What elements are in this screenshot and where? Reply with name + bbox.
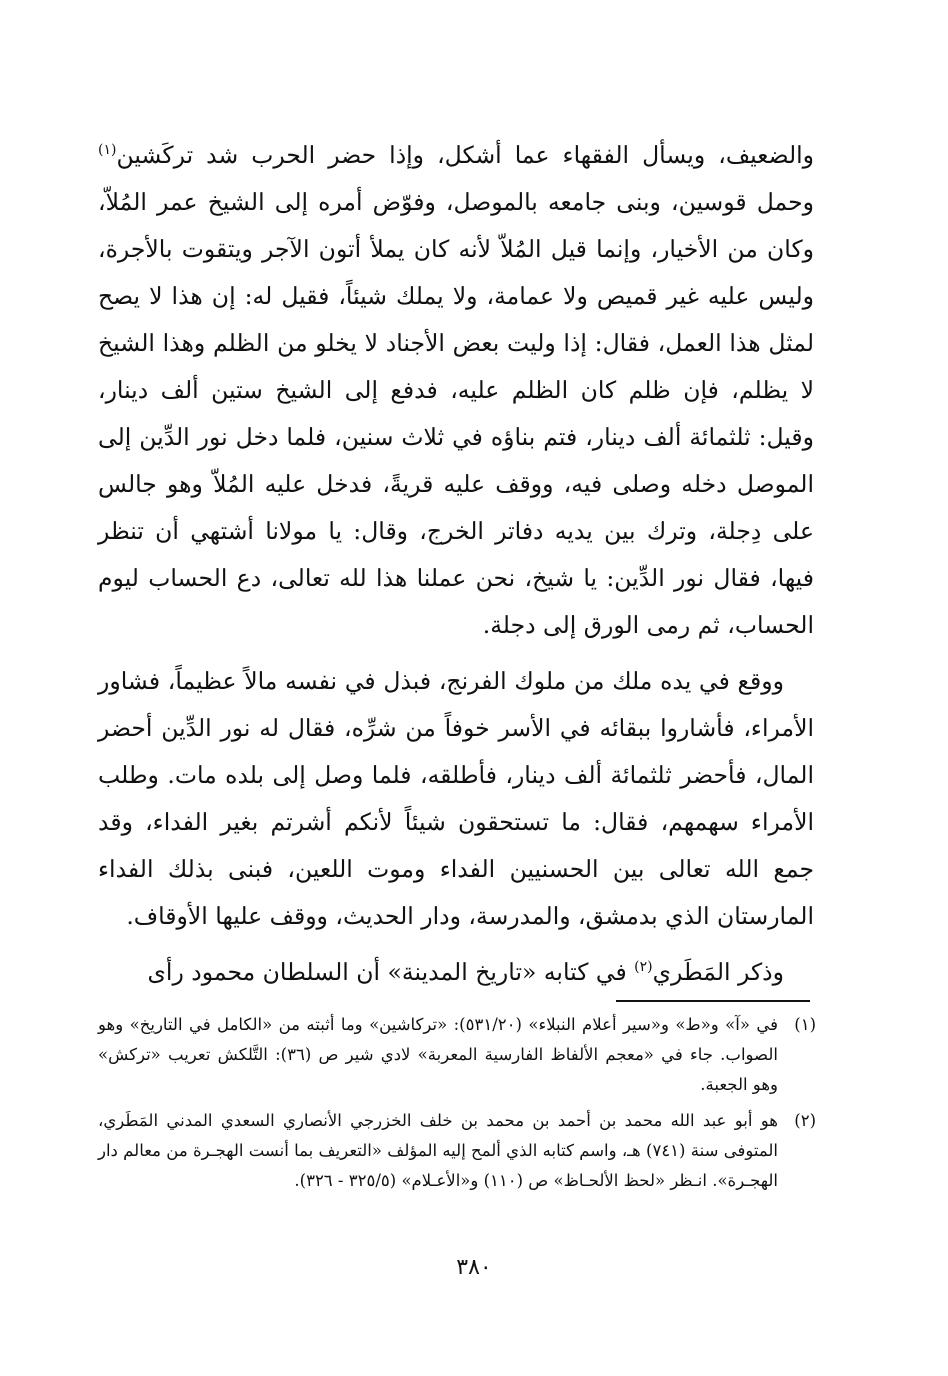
paragraph-2-text: ووقع في يده ملك من ملوك الفرنج، فبذل في نفسه مالاً عظيماً، فشاور الأمراء، فأشاروا ببقائه في الأسر خوفاً من شرِّه، فقال له نور الدِّين أحضر المال، فأحضر ثلثمائة ألف دينار، فأطلقه، فلما وصل إلى بلده مات. وطلب الأمراء سهمهم، فقال: ما تستحقون شيئاً لأنكم أشرتم بغير الفداء، وقد جمع الله تعالى بين الحسنيين الفداء وموت اللعين، فبنى بذلك الفداء المارستان الذي بدمشق، والمدرسة، ودار الحديث، ووقف عليها الأوقاف. — [98, 667, 814, 930]
footnote-ref-1[interactable]: (١) — [98, 142, 117, 159]
footnote-1-text: في «آ» و«ط» و«سير أعلام النبلاء» (٥٣١/٢٠): «تركاشين» وما أثبته من «الكامل في التاريخ» وهو الصواب. جاء في «معجم الألفاظ الفارسية المعربة» لادي شير ص (٣٦): التَّلكش تعريب «تركش» وهو الجعبة. — [98, 1015, 778, 1094]
footnote-2-number: (٢) — [794, 1111, 816, 1130]
footnote-divider — [616, 1000, 810, 1002]
footnote-ref-2[interactable]: (٢) — [634, 959, 653, 976]
paragraph-3 — [98, 949, 814, 996]
footnote-1-number: (١) — [794, 1015, 816, 1034]
main-text — [98, 132, 814, 996]
paragraph-1-text-a: والضعيف، ويسأل الفقهاء عما أشكل، وإذا حضر الحرب شد تركَشين — [116, 141, 814, 169]
page-number: ٣٨٠ — [456, 1255, 492, 1280]
paragraph-1 — [98, 132, 814, 649]
paragraph-2 — [98, 658, 814, 940]
paragraph-3-text-a: وذكر المَطَري — [652, 958, 784, 986]
footnote-2-text: هو أبو عبد الله محمد بن أحمد بن محمد بن خلف الخزرجي الأنصاري السعدي المدني المَطَري، المتوفى سنة (٧٤١) هـ، واسم كتابه الذي ألمح إليه المؤلف «التعريف بما أنست الهجـرة من معالم دار الهجـرة». انـظر «لحظ الألحـاظ» ص (١١٠) و«الأعـلام» (٣٢٥/٥ - ٣٢٦). — [98, 1111, 779, 1190]
paragraph-1-text-b: وحمل قوسين، وبنى جامعه بالموصل، وفوّض أمره إلى الشيخ عمر المُلاّ، وكان من الأخيار، وإنما قيل المُلاّ لأنه كان يملأ أتون الآجر ويتقوت بالأجرة، وليس عليه غير قميص ولا عمامة، ولا يملك شيئاً، فقيل له: إن هذا لا يصح لمثل هذا العمل، فقال: إذا وليت بعض الأجناد لا يخلو من الظلم وهذا الشيخ لا يظلم، فإن ظلم كان الظلم عليه، فدفع إلى الشيخ ستين ألف دينار، وقيل: ثلثمائة ألف دينار، فتم بناؤه في ثلاث سنين، فلما دخل نور الدِّين إلى الموصل دخله وصلى فيه، ووقف عليه قريةً، فدخل عليه المُلاّ وهو جالس على دِجلة، وترك بين يديه دفاتر الخرج، وقال: يا مولانا أشتهي أن تنظر فيها، فقال نور الدِّين: يا شيخ، نحن عملنا هذا لله تعالى، دع الحساب ليوم الحساب، ثم رمى الورق إلى دجلة. — [98, 188, 814, 639]
footnotes — [98, 1010, 816, 1202]
footnote-2 — [98, 1106, 816, 1196]
paragraph-3-text-b: في كتابه «تاريخ المدينة» أن السلطان محمود رأى — [147, 958, 635, 986]
footnote-1 — [98, 1010, 816, 1100]
